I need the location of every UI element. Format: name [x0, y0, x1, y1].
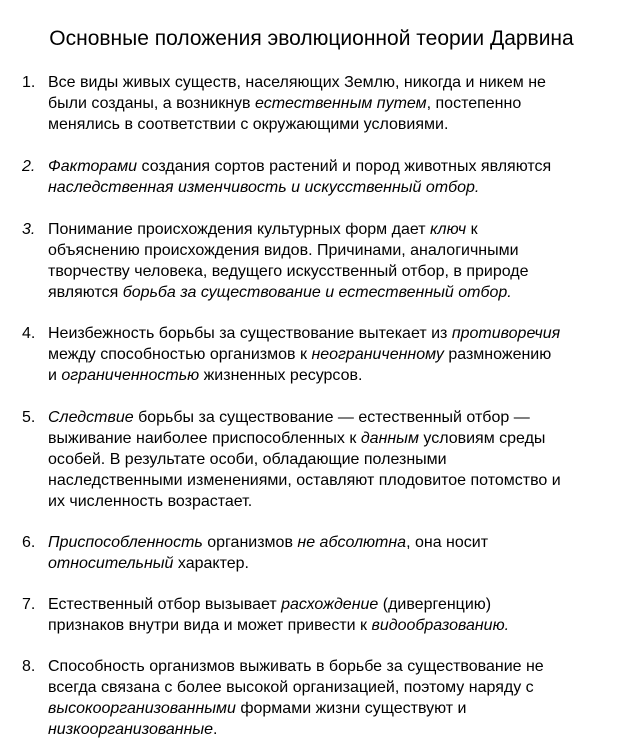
text-line: [48, 93, 617, 114]
item-number: 2.: [22, 158, 36, 175]
italic-term: естественным путем: [255, 95, 427, 112]
list-item: [12, 219, 617, 303]
italic-term: Следствие: [48, 409, 134, 426]
italic-term: не абсолютна: [297, 534, 407, 551]
text-segment: условиям среды: [418, 430, 546, 447]
text-segment: жизненных ресурсов.: [199, 367, 363, 384]
italic-term: расхождение: [281, 596, 379, 613]
item-number: 6.: [22, 534, 36, 551]
text-line: [48, 428, 617, 449]
item-text: [48, 156, 617, 198]
text-segment: (дивергенцию): [378, 596, 492, 613]
text-line: [48, 219, 617, 240]
text-line: [48, 365, 617, 386]
text-line: [48, 156, 617, 177]
item-text: [48, 594, 617, 636]
item-text: [48, 219, 617, 303]
text-segment: формами жизни существуют и: [235, 700, 467, 717]
text-line: [48, 72, 617, 93]
italic-term: Факторами: [48, 158, 138, 175]
text-line: [48, 261, 617, 282]
text-line: [48, 491, 617, 512]
text-line: [48, 719, 617, 740]
italic-term: относительный: [48, 555, 174, 572]
item-text: [48, 72, 617, 135]
text-line: [48, 470, 617, 491]
italic-term: неограниченному: [311, 346, 444, 363]
text-line: [48, 407, 617, 428]
text-line: [48, 240, 617, 261]
text-segment: их численность возрастает.: [48, 493, 253, 510]
text-segment: Неизбежность борьбы за существование вытекает из: [48, 325, 452, 342]
text-segment: менялись в соответствии с окружающими условиями.: [48, 116, 449, 133]
text-segment: являются: [48, 284, 123, 301]
text-segment: борьбы за существование — естественный отбор —: [133, 409, 530, 426]
text-segment: особей. В результате особи, обладающие полезными: [48, 451, 447, 468]
text-segment: организмов: [202, 534, 298, 551]
text-line: [48, 656, 617, 677]
list-item: [12, 532, 617, 574]
text-segment: между способностью организмов к: [48, 346, 312, 363]
list-item: [12, 72, 617, 135]
text-line: [48, 698, 617, 719]
text-segment: объяснению происхождения видов. Причинами, аналогичными: [48, 242, 519, 259]
list-item: [12, 323, 617, 386]
italic-term: низкоорганизованные: [48, 721, 214, 738]
text-segment: Понимание происхождения культурных форм дает: [48, 221, 430, 238]
item-number: 4.: [22, 325, 36, 342]
text-segment: творчеству человека, ведущего искусственный отбор, в природе: [48, 263, 529, 280]
italic-term: борьба за существование и естественный отбор.: [122, 284, 512, 301]
text-segment: наследственными изменениями, оставляют плодовитое потомство и: [48, 472, 561, 489]
item-number: 3.: [22, 221, 36, 238]
text-segment: .: [213, 721, 218, 738]
text-line: [48, 282, 617, 303]
italic-term: высокоорганизованными: [48, 700, 236, 717]
text-line: [48, 177, 617, 198]
item-text: [48, 532, 617, 574]
text-line: [48, 449, 617, 470]
text-segment: Естественный отбор вызывает: [48, 596, 282, 613]
list-item: [12, 594, 617, 636]
text-segment: создания сортов растений и пород животных являются: [137, 158, 552, 175]
text-line: [48, 532, 617, 553]
item-text: [48, 656, 617, 740]
item-number: 1.: [22, 74, 36, 91]
item-text: [48, 323, 617, 386]
text-segment: характер.: [173, 555, 249, 572]
text-segment: , она носит: [406, 534, 489, 551]
italic-term: Приспособленность: [48, 534, 203, 551]
italic-term: противоречия: [451, 325, 561, 342]
italic-term: ключ: [429, 221, 467, 238]
text-segment: были созданы, а возникнув: [48, 95, 255, 112]
text-line: [48, 594, 617, 615]
text-line: [48, 677, 617, 698]
text-line: [48, 553, 617, 574]
text-segment: признаков внутри вида и может привести к: [48, 617, 372, 634]
italic-term: данным: [360, 430, 419, 447]
list-item: [12, 407, 617, 512]
text-segment: и: [48, 367, 62, 384]
list-item: [12, 656, 617, 740]
text-line: [48, 114, 617, 135]
text-segment: Все виды живых существ, населяющих Землю, никогда и никем не: [48, 74, 546, 91]
text-line: [48, 323, 617, 344]
page-title: Основные положения эволюционной теории Дарвина: [49, 27, 574, 50]
text-segment: , постепенно: [426, 95, 522, 112]
item-number: 8.: [22, 658, 36, 675]
item-number: 5.: [22, 409, 36, 426]
italic-term: ограниченностью: [61, 367, 200, 384]
text-line: [48, 344, 617, 365]
text-segment: размножению: [443, 346, 552, 363]
text-segment: к: [466, 221, 478, 238]
list-item: [12, 156, 617, 198]
item-number: 7.: [22, 596, 36, 613]
text-segment: Способность организмов выживать в борьбе за существование не: [48, 658, 544, 675]
text-line: [48, 615, 617, 636]
text-segment: выживание наиболее приспособленных к: [48, 430, 361, 447]
text-segment: всегда связана с более высокой организацией, поэтому наряду с: [48, 679, 534, 696]
item-text: [48, 407, 617, 512]
italic-term: наследственная изменчивость и искусственный отбор.: [48, 179, 480, 196]
italic-term: видообразованию.: [371, 617, 510, 634]
